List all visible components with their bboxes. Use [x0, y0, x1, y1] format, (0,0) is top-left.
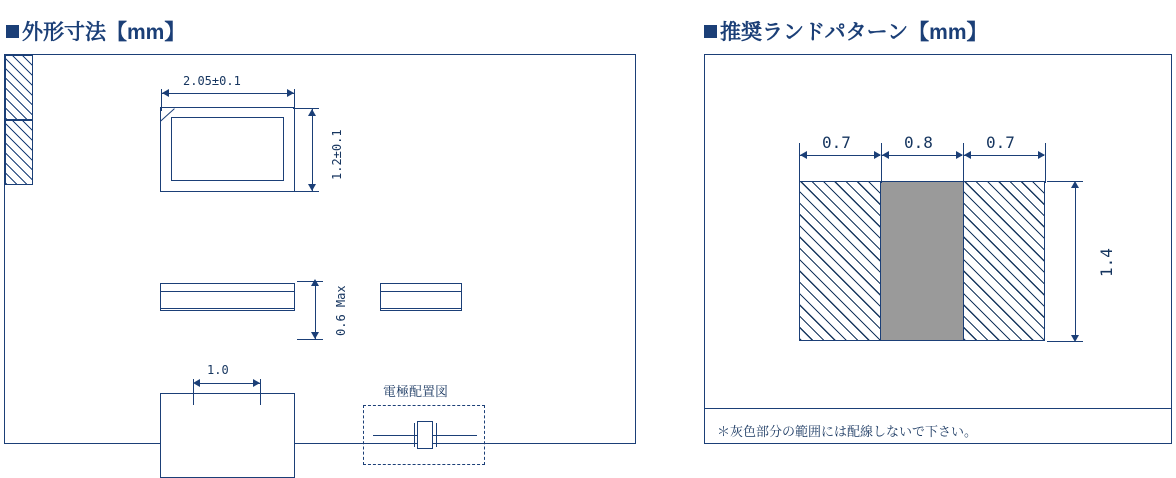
dim-width-text: 2.05±0.1	[183, 74, 241, 88]
front-view-lid-line	[161, 291, 294, 292]
front-view-body	[160, 283, 295, 311]
dim-ext-2	[881, 143, 882, 183]
dim-chain-right-line	[964, 155, 1044, 156]
top-view-lid	[171, 117, 284, 181]
dim-height-arrow-down	[308, 184, 316, 191]
land-pattern-frame	[704, 54, 1172, 444]
dim-pad-ext-left	[193, 379, 194, 405]
dim-height-ext-top	[293, 108, 319, 109]
dim-width-ext-left	[161, 89, 162, 111]
bottom-view-outline	[160, 393, 295, 478]
crystal-symbol-body	[417, 421, 433, 449]
dim-chain-arrow-3	[882, 151, 889, 159]
side-view-base-line	[381, 308, 461, 309]
dim-height-line-r	[1075, 183, 1076, 340]
bottom-view-pad-left	[5, 55, 33, 120]
note-separator	[705, 408, 1171, 409]
dim-ext-4	[1045, 143, 1046, 183]
outline-drawing-frame	[4, 54, 636, 444]
dim-height-line	[312, 109, 313, 191]
land-pad-left	[799, 181, 881, 341]
panel-title-land-pattern-text: 推奨ランドパターン【mm】	[720, 21, 988, 44]
dim-ext-1	[799, 143, 800, 183]
dim-height-text: 1.2±0.1	[330, 129, 344, 180]
dim-pad-width-text: 1.0	[207, 363, 229, 377]
dim-height-arrow-up	[308, 109, 316, 116]
dim-thickness-arrow-down	[311, 332, 319, 339]
land-keepout-area	[881, 181, 963, 341]
dim-thickness-ext-top	[297, 281, 323, 282]
dim-thickness-line	[315, 281, 316, 339]
dim-pad-width-line	[195, 383, 260, 384]
dim-thickness-text: 0.6 Max	[334, 285, 348, 336]
dim-pad-left-text: 0.7	[822, 133, 851, 152]
bullet-square-icon	[6, 25, 19, 38]
dim-chain-arrow-6	[1038, 151, 1045, 159]
electrode-lead-left	[373, 435, 417, 436]
dim-width-arrow-left	[162, 89, 169, 97]
panel-title-land-pattern	[704, 16, 988, 46]
dim-chain-arrow-4	[956, 151, 963, 159]
dim-gap-text: 0.8	[904, 133, 933, 152]
dim-pad-ext-right	[260, 379, 261, 405]
electrode-lead-right	[433, 435, 477, 436]
side-view-body	[380, 283, 462, 311]
dim-pad-right-text: 0.7	[986, 133, 1015, 152]
panel-title-outline-text: 外形寸法【mm】	[22, 21, 186, 44]
dim-chain-arrow-5	[964, 151, 971, 159]
crystal-symbol-plate-right	[436, 423, 437, 447]
dim-width-arrow-right	[287, 89, 294, 97]
front-view-base-line	[161, 308, 294, 309]
dim-ext-3	[963, 143, 964, 183]
bullet-square-icon	[704, 25, 717, 38]
dim-chain-arrow-2	[874, 151, 881, 159]
side-view-lid-line	[381, 291, 461, 292]
dim-thickness-ext-bottom	[297, 339, 323, 340]
dim-height-arrow-up-r	[1071, 181, 1079, 188]
panel-title-outline	[6, 16, 185, 46]
bottom-view-pad-right	[5, 120, 33, 185]
land-pad-right	[963, 181, 1045, 341]
dim-chain-mid-line	[882, 155, 962, 156]
crystal-symbol-plate-left	[414, 423, 415, 447]
dim-chain-left-line	[800, 155, 880, 156]
dim-pad-width-arrow-right	[253, 379, 260, 387]
dim-width-line	[162, 93, 294, 94]
keepout-note: ＊灰色部分の範囲には配線しないで下さい。	[717, 424, 978, 439]
dim-height-arrow-down-r	[1071, 335, 1079, 342]
dim-chain-arrow-1	[800, 151, 807, 159]
dim-pad-width-arrow-left	[193, 379, 200, 387]
dim-land-height-text: 1.4	[1097, 248, 1116, 277]
electrode-diagram-label: 電極配置図	[383, 384, 449, 399]
dim-height-ext-bottom	[293, 191, 319, 192]
